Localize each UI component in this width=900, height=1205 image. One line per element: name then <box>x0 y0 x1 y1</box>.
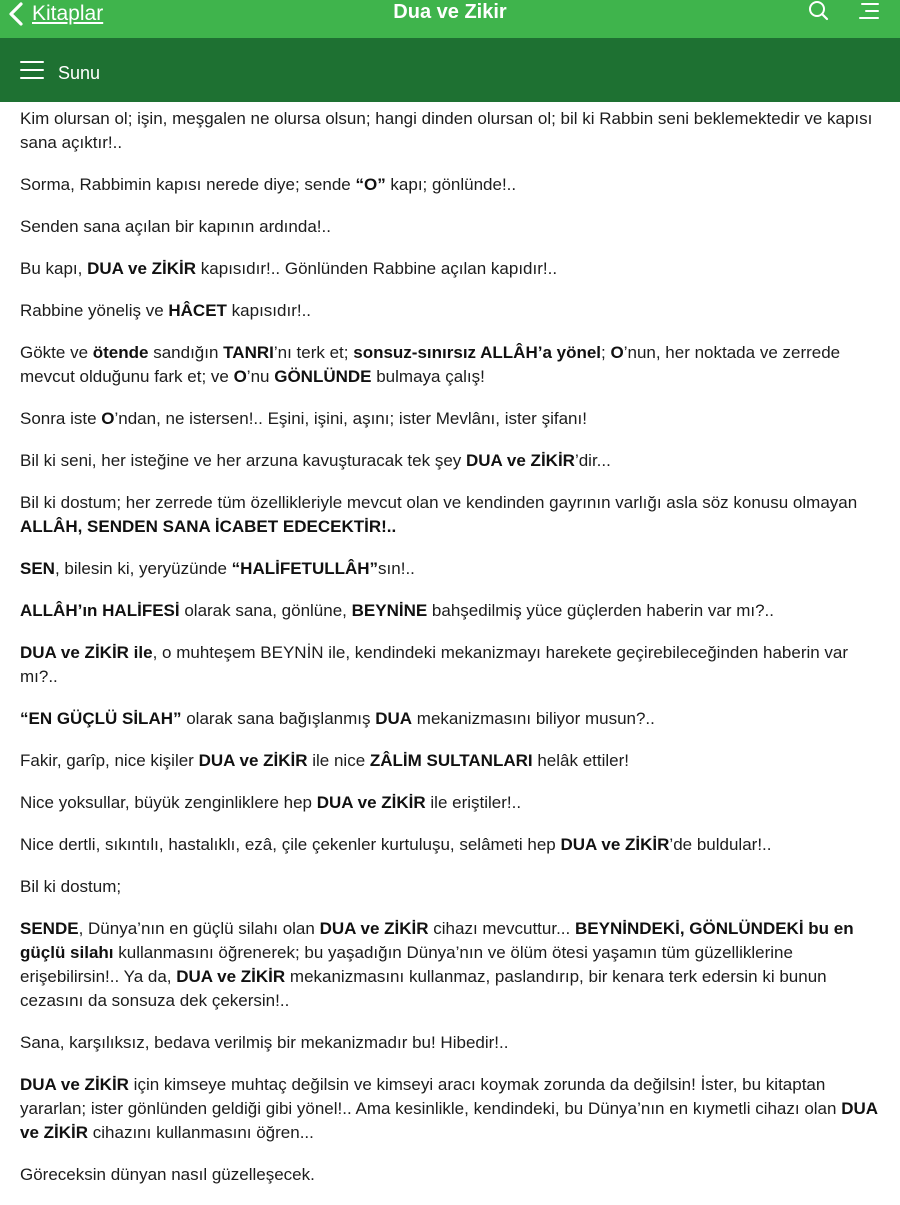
paragraph <box>20 215 882 239</box>
paragraph <box>20 833 882 857</box>
bold-text-run: DUA <box>375 709 413 728</box>
bold-text-run: DUA ve ZİKİR <box>87 259 197 278</box>
text-run: için kimseye muhtaç değilsin ve kimseyi aracı koymak zorunda da değilsin! İster, bu kitaptan yararlan; ister gönlünden geldiği gibi yönel!.. Ama kesinlikle, kendindeki, bu Dünya’nın en kıymetli cihazı olan <box>20 1075 842 1118</box>
text-run: ’nu <box>246 367 275 386</box>
section-title: Sunu <box>58 62 101 83</box>
text-run: Senden sana açılan bir kapının ardında!.. <box>20 217 331 236</box>
text-run: ; <box>601 343 611 362</box>
text-run: Bu kapı, <box>20 259 88 278</box>
text-run: sandığın <box>148 343 224 362</box>
bold-text-run: ALLÂH, SENDEN SANA İCABET EDECEKTİR!.. <box>20 517 397 536</box>
text-run: cihazı mevcuttur... <box>428 919 575 938</box>
bold-text-run: HÂCET <box>168 301 227 320</box>
bold-text-run: ALLÂH’ın HALİFESİ <box>20 601 180 620</box>
paragraph <box>20 641 882 689</box>
bold-text-run: O <box>101 409 115 428</box>
section-menu-button[interactable] <box>20 60 100 85</box>
text-run: olarak sana bağışlanmış <box>181 709 376 728</box>
text-run: Nice dertli, sıkıntılı, hastalıklı, ezâ, çile çekenler kurtuluşu, selâmeti hep <box>20 835 561 854</box>
section-bar <box>0 38 900 102</box>
paragraph <box>20 707 882 731</box>
text-run: kapı; gönlünde!.. <box>385 175 517 194</box>
bold-text-run: DUA ve ZİKİR ile <box>20 643 153 662</box>
text-run: ’ndan, ne istersen!.. Eşini, işini, aşını; ister Mevlânı, ister şifanı! <box>114 409 587 428</box>
paragraph <box>20 557 882 581</box>
paragraph <box>20 875 882 899</box>
text-run: Bil ki dostum; <box>20 877 122 896</box>
bold-text-run: DUA ve ZİKİR <box>198 751 308 770</box>
bold-text-run: O <box>610 343 624 362</box>
book-text <box>20 107 882 1205</box>
bold-text-run: “EN GÜÇLÜ SİLAH” <box>20 709 182 728</box>
paragraph <box>20 407 882 431</box>
text-run: ’nun, her noktada ve zerrede mevcut olduğunu fark et; ve <box>20 343 841 386</box>
paragraph <box>20 749 882 773</box>
text-run: , bilesin ki, yeryüzünde <box>54 559 232 578</box>
options-menu-button[interactable] <box>856 0 882 24</box>
bold-text-run: DUA ve ZİKİR <box>176 967 286 986</box>
paragraph <box>20 1163 882 1187</box>
text-run: ’dir... <box>574 451 611 470</box>
paragraph <box>20 1031 882 1055</box>
paragraph <box>20 791 882 815</box>
text-run: bahşedilmiş yüce güçlerden haberin var mı?.. <box>427 601 774 620</box>
text-run: ’de buldular!.. <box>669 835 772 854</box>
text-run: Göreceksin dünyan nasıl güzelleşecek. <box>20 1165 315 1184</box>
text-run: Gökte ve <box>20 343 93 362</box>
bold-text-run: SEN <box>20 559 55 578</box>
text-run: Kim olursan ol; işin, meşgalen ne olursa olsun; hangi dinden olursan ol; bil ki Rabbin seni beklemektedir ve kapısı sana açıktır!.. <box>20 109 873 152</box>
bold-text-run: DUA ve ZİKİR <box>319 919 429 938</box>
paragraph <box>20 341 882 389</box>
text-run: bulmaya çalış! <box>371 367 485 386</box>
paragraph <box>20 299 882 323</box>
text-run: olarak sana, gönlüne, <box>179 601 352 620</box>
text-run: Sonra iste <box>20 409 102 428</box>
text-run: kapısıdır!.. <box>226 301 312 320</box>
bold-text-run: DUA ve ZİKİR <box>20 1075 129 1094</box>
back-button-label[interactable]: Kitaplar <box>32 2 104 25</box>
text-run: Nice yoksullar, büyük zenginliklere hep <box>20 793 317 812</box>
bold-text-run: “HALİFETULLÂH” <box>231 559 379 578</box>
text-run: Sana, karşılıksız, bedava verilmiş bir mekanizmadır bu! Hibedir!.. <box>20 1033 509 1052</box>
bold-text-run: DUA ve ZİKİR <box>316 793 426 812</box>
bold-text-run: DUA ve ZİKİR <box>560 835 670 854</box>
text-run: Fakir, garîp, nice kişiler <box>20 751 199 770</box>
paragraph <box>20 107 882 155</box>
paragraph <box>20 917 882 1013</box>
menu-lines-icon <box>856 11 882 28</box>
text-run: Rabbine yöneliş ve <box>20 301 169 320</box>
paragraph <box>20 449 882 473</box>
text-run: Bil ki dostum; her zerrede tüm özellikleriyle mevcut olan ve kendinden gayrının varlığı asla söz konusu olmayan <box>20 493 858 512</box>
text-run: helâk ettiler! <box>532 751 630 770</box>
bold-text-run: sonsuz-sınırsız ALLÂH’a yönel <box>353 343 602 362</box>
search-icon <box>806 11 832 28</box>
bold-text-run: TANRI <box>223 343 274 362</box>
text-run: Bil ki seni, her isteğine ve her arzuna kavuşturacak tek şey <box>20 451 466 470</box>
hamburger-icon <box>20 60 44 85</box>
page-title: Dua ve Zikir <box>393 1 507 23</box>
text-run: ’nı terk et; <box>273 343 354 362</box>
search-button[interactable] <box>806 0 832 24</box>
text-run: kullanmasını öğrenerek; bu yaşadığın Dünya’nın ve ölüm ötesi yaşamın tüm güzelliklerine erişebilirsin!.. Ya da, <box>20 943 793 986</box>
bold-text-run: ZÂLİM SULTANLARI <box>369 751 533 770</box>
paragraph <box>20 599 882 623</box>
bold-text-run: GÖNLÜNDE <box>274 367 372 386</box>
text-run: cihazını kullanmasını öğren... <box>88 1123 314 1142</box>
text-run: mekanizmasını biliyor musun?.. <box>412 709 655 728</box>
text-run: mekanizmasını kullanmaz, paslandırıp, bir kenara terk edersin ki bunun cezasını da sonsuza dek çekersin!.. <box>20 967 827 1010</box>
text-run: , Dünya’nın en güçlü silahı olan <box>78 919 320 938</box>
paragraph <box>20 1073 882 1145</box>
text-run: ile nice <box>307 751 370 770</box>
top-navigation-bar <box>0 0 900 38</box>
text-run: sın!.. <box>378 559 415 578</box>
bold-text-run: DUA ve ZİKİR <box>20 1099 878 1142</box>
bold-text-run: BEYNİNE <box>351 601 428 620</box>
text-run: , o muhteşem BEYNİN ile, kendindeki mekanizmayı harekete geçirebileceğinden haberin var mı?.. <box>20 643 849 686</box>
paragraph <box>20 173 882 197</box>
text-run: Sorma, Rabbimin kapısı nerede diye; sende <box>20 175 356 194</box>
paragraph <box>20 257 882 281</box>
text-run: ile eriştiler!.. <box>425 793 522 812</box>
text-run: kapısıdır!.. Gönlünden Rabbine açılan kapıdır!.. <box>196 259 558 278</box>
bold-text-run: BEYNİNDEKİ, GÖNLÜNDEKİ bu en güçlü silahı <box>20 919 854 962</box>
bold-text-run: DUA ve ZİKİR <box>466 451 575 470</box>
bold-text-run: “O” <box>355 175 386 194</box>
bold-text-run: SENDE <box>20 919 79 938</box>
bold-text-run: O <box>233 367 247 386</box>
paragraph <box>20 491 882 539</box>
bold-text-run: ötende <box>92 343 149 362</box>
